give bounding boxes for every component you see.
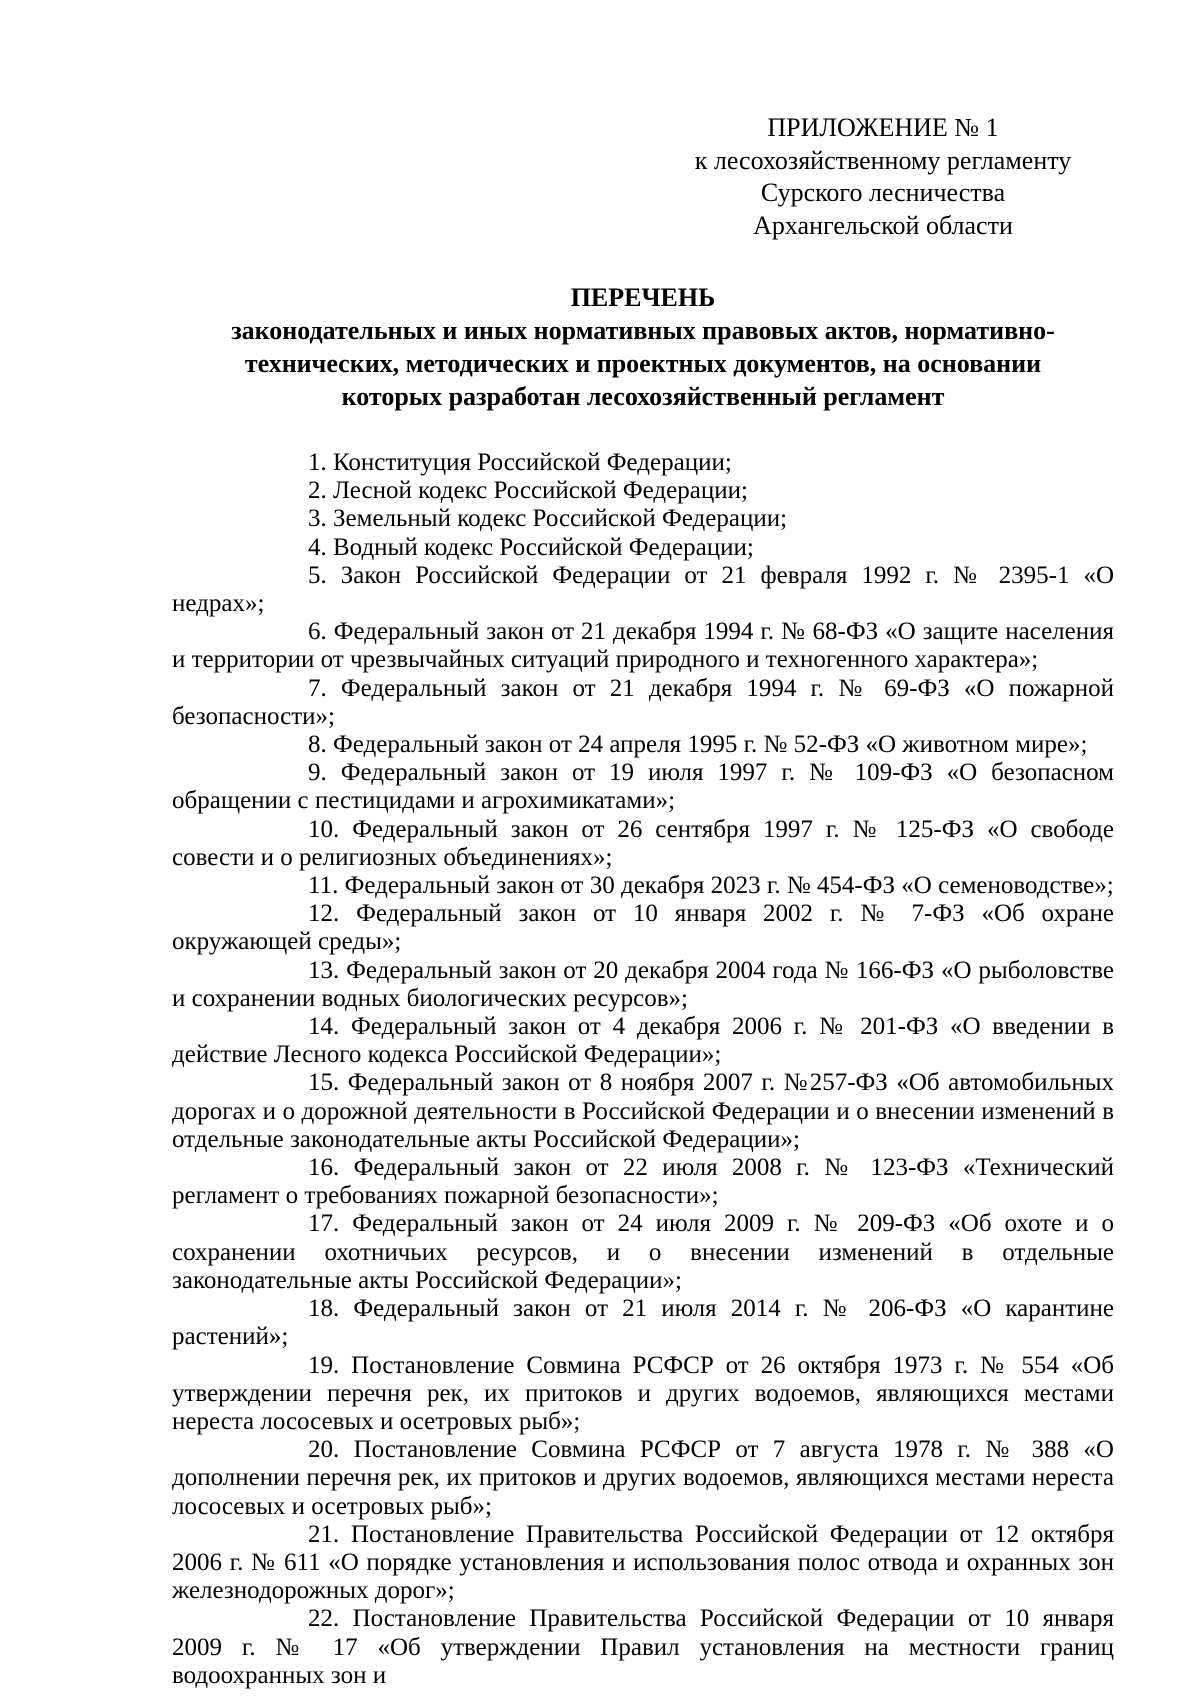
- item-number: 9.: [308, 759, 327, 787]
- list-item: [172, 816, 1114, 872]
- list-item: [172, 477, 1114, 505]
- item-number: 22.: [308, 1605, 340, 1633]
- item-text: Федеральный закон от 21 декабря 1994 г. № 68-ФЗ «О защите населения и территории от чрезвычайных ситуаций природного и техногенного характера»;: [172, 618, 1114, 674]
- title-subtitle-line-1: законодательных и иных нормативных правовых актов, нормативно-: [231, 316, 1055, 345]
- item-text: Федеральный закон от 4 декабря 2006 г. № 201-ФЗ «О введении в действие Лесного кодекса Российской Федерации»;: [172, 1013, 1114, 1069]
- item-text: Федеральный закон от 21 декабря 1994 г. № 69-ФЗ «О пожарной безопасности»;: [172, 674, 1114, 730]
- list-item: [172, 1605, 1114, 1690]
- item-text: Федеральный закон от 24 июля 2009 г. № 209-ФЗ «Об охоте и о сохранении охотничьих ресурсов, и о внесении изменений в отдельные законодательные акты Российской Федерации»;: [172, 1210, 1114, 1294]
- item-number: 10.: [308, 815, 340, 843]
- item-text: Федеральный закон от 20 декабря 2004 года № 166-ФЗ «О рыболовстве и сохранении водных биологических ресурсов»;: [172, 956, 1114, 1012]
- list-item: [172, 534, 1114, 562]
- item-number: 15.: [308, 1069, 340, 1097]
- item-text: Земельный кодекс Российской Федерации;: [333, 505, 788, 533]
- item-number: 5.: [308, 561, 327, 589]
- item-text: Водный кодекс Российской Федерации;: [333, 533, 754, 561]
- item-number: 17.: [308, 1210, 340, 1238]
- list-item: [172, 1013, 1114, 1069]
- annex-reference-line: к лесохозяйственному регламенту: [694, 145, 1072, 175]
- item-number: 21.: [308, 1520, 340, 1548]
- list-item: [172, 675, 1114, 731]
- list-item: [172, 731, 1114, 759]
- document-page: [172, 0, 1114, 1697]
- list-item: [172, 1521, 1114, 1606]
- list-item: [172, 562, 1114, 618]
- annex-number: ПРИЛОЖЕНИЕ № 1: [767, 113, 999, 142]
- item-text: Федеральный закон от 8 ноября 2007 г. №257-ФЗ «Об автомобильных дорогах и о дорожной деятельности в Российской Федерации и о внесении изменений в отдельные законодательные акты Российской Федерации»;: [172, 1069, 1115, 1153]
- item-number: 14.: [308, 1013, 340, 1041]
- list-item: [172, 1352, 1114, 1437]
- item-text: Федеральный закон от 24 апреля 1995 г. № 52-ФЗ «О животном мире»;: [333, 731, 1088, 759]
- list-item: [172, 449, 1114, 477]
- list-item: [172, 618, 1114, 674]
- item-text: Постановление Правительства Российской Федерации от 10 января 2009 г. № 17 «Об утверждении Правил установления на местности границ водоохранных зон и: [172, 1605, 1114, 1689]
- title-subtitle-line-2: технических, методических и проектных документов, на основании: [244, 349, 1042, 378]
- item-text: Конституция Российской Федерации;: [333, 449, 732, 476]
- list-item: [172, 957, 1114, 1013]
- item-text: Закон Российской Федерации от 21 февраля 1992 г. № 2395-1 «О недрах»;: [172, 561, 1114, 618]
- item-text: Постановление Правительства Российской Федерации от 12 октября 2006 г. № 611 «О порядке установления и использования полос отвода и охранных зон железнодорожных дорог»;: [172, 1520, 1115, 1605]
- item-number: 13.: [308, 956, 340, 984]
- item-number: 16.: [308, 1154, 340, 1182]
- item-number: 6.: [308, 618, 327, 646]
- title-subtitle-line-3: которых разработан лесохозяйственный регламент: [341, 382, 945, 411]
- list-item: [172, 759, 1114, 815]
- item-text: Федеральный закон от 30 декабря 2023 г. № 454-ФЗ «О семеноводстве»;: [344, 872, 1114, 900]
- item-text: Федеральный закон от 10 января 2002 г. № 7-ФЗ «Об охране окружающей среды»;: [172, 900, 1115, 956]
- item-number: 4.: [308, 533, 327, 561]
- item-text: Федеральный закон от 19 июля 1997 г. № 109-ФЗ «О безопасном обращении с пестицидами и агрохимикатами»;: [172, 759, 1115, 815]
- item-text: Федеральный закон от 21 июля 2014 г. № 206-ФЗ «О карантине растений»;: [172, 1295, 1115, 1351]
- item-number: 2.: [308, 477, 327, 505]
- item-text: Постановление Совмина РСФСР от 7 августа 1978 г. № 388 «О дополнении перечня рек, их притоков и других водоемов, являющихся местами нереста лососевых и осетровых рыб»;: [172, 1436, 1114, 1520]
- item-number: 8.: [308, 731, 327, 759]
- item-number: 19.: [308, 1351, 340, 1379]
- item-number: 3.: [308, 505, 327, 533]
- legal-acts-list: [172, 449, 1114, 1690]
- annex-header: [172, 112, 1114, 242]
- list-item: [172, 1154, 1114, 1210]
- item-text: Федеральный закон от 26 сентября 1997 г. № 125-ФЗ «О свободе совести и о религиозных объединениях»;: [172, 815, 1114, 871]
- list-item: [172, 1069, 1114, 1154]
- list-item: [172, 872, 1114, 900]
- item-text: Федеральный закон от 22 июля 2008 г. № 123-ФЗ «Технический регламент о требованиях пожарной безопасности»;: [172, 1154, 1114, 1210]
- list-item: [172, 505, 1114, 533]
- item-number: 12.: [308, 900, 340, 928]
- list-item: [172, 1210, 1114, 1295]
- item-text: Постановление Совмина РСФСР от 26 октября 1973 г. № 554 «Об утверждении перечня рек, их притоков и других водоемов, являющихся местами нереста лососевых и осетровых рыб»;: [172, 1351, 1114, 1435]
- annex-region-line: Архангельской области: [753, 210, 1013, 240]
- annex-forestry-line: Сурского лесничества: [760, 178, 1006, 207]
- list-item: [172, 900, 1114, 956]
- item-number: 7.: [308, 674, 327, 702]
- item-number: 20.: [308, 1436, 340, 1464]
- list-item: [172, 1295, 1114, 1351]
- item-number: 11.: [308, 872, 339, 900]
- item-number: 18.: [308, 1295, 340, 1323]
- item-number: 1.: [308, 449, 327, 476]
- title-heading: ПЕРЕЧЕНЬ: [570, 283, 716, 312]
- document-title: [172, 281, 1114, 413]
- list-item: [172, 1436, 1114, 1521]
- item-text: Лесной кодекс Российской Федерации;: [333, 477, 748, 505]
